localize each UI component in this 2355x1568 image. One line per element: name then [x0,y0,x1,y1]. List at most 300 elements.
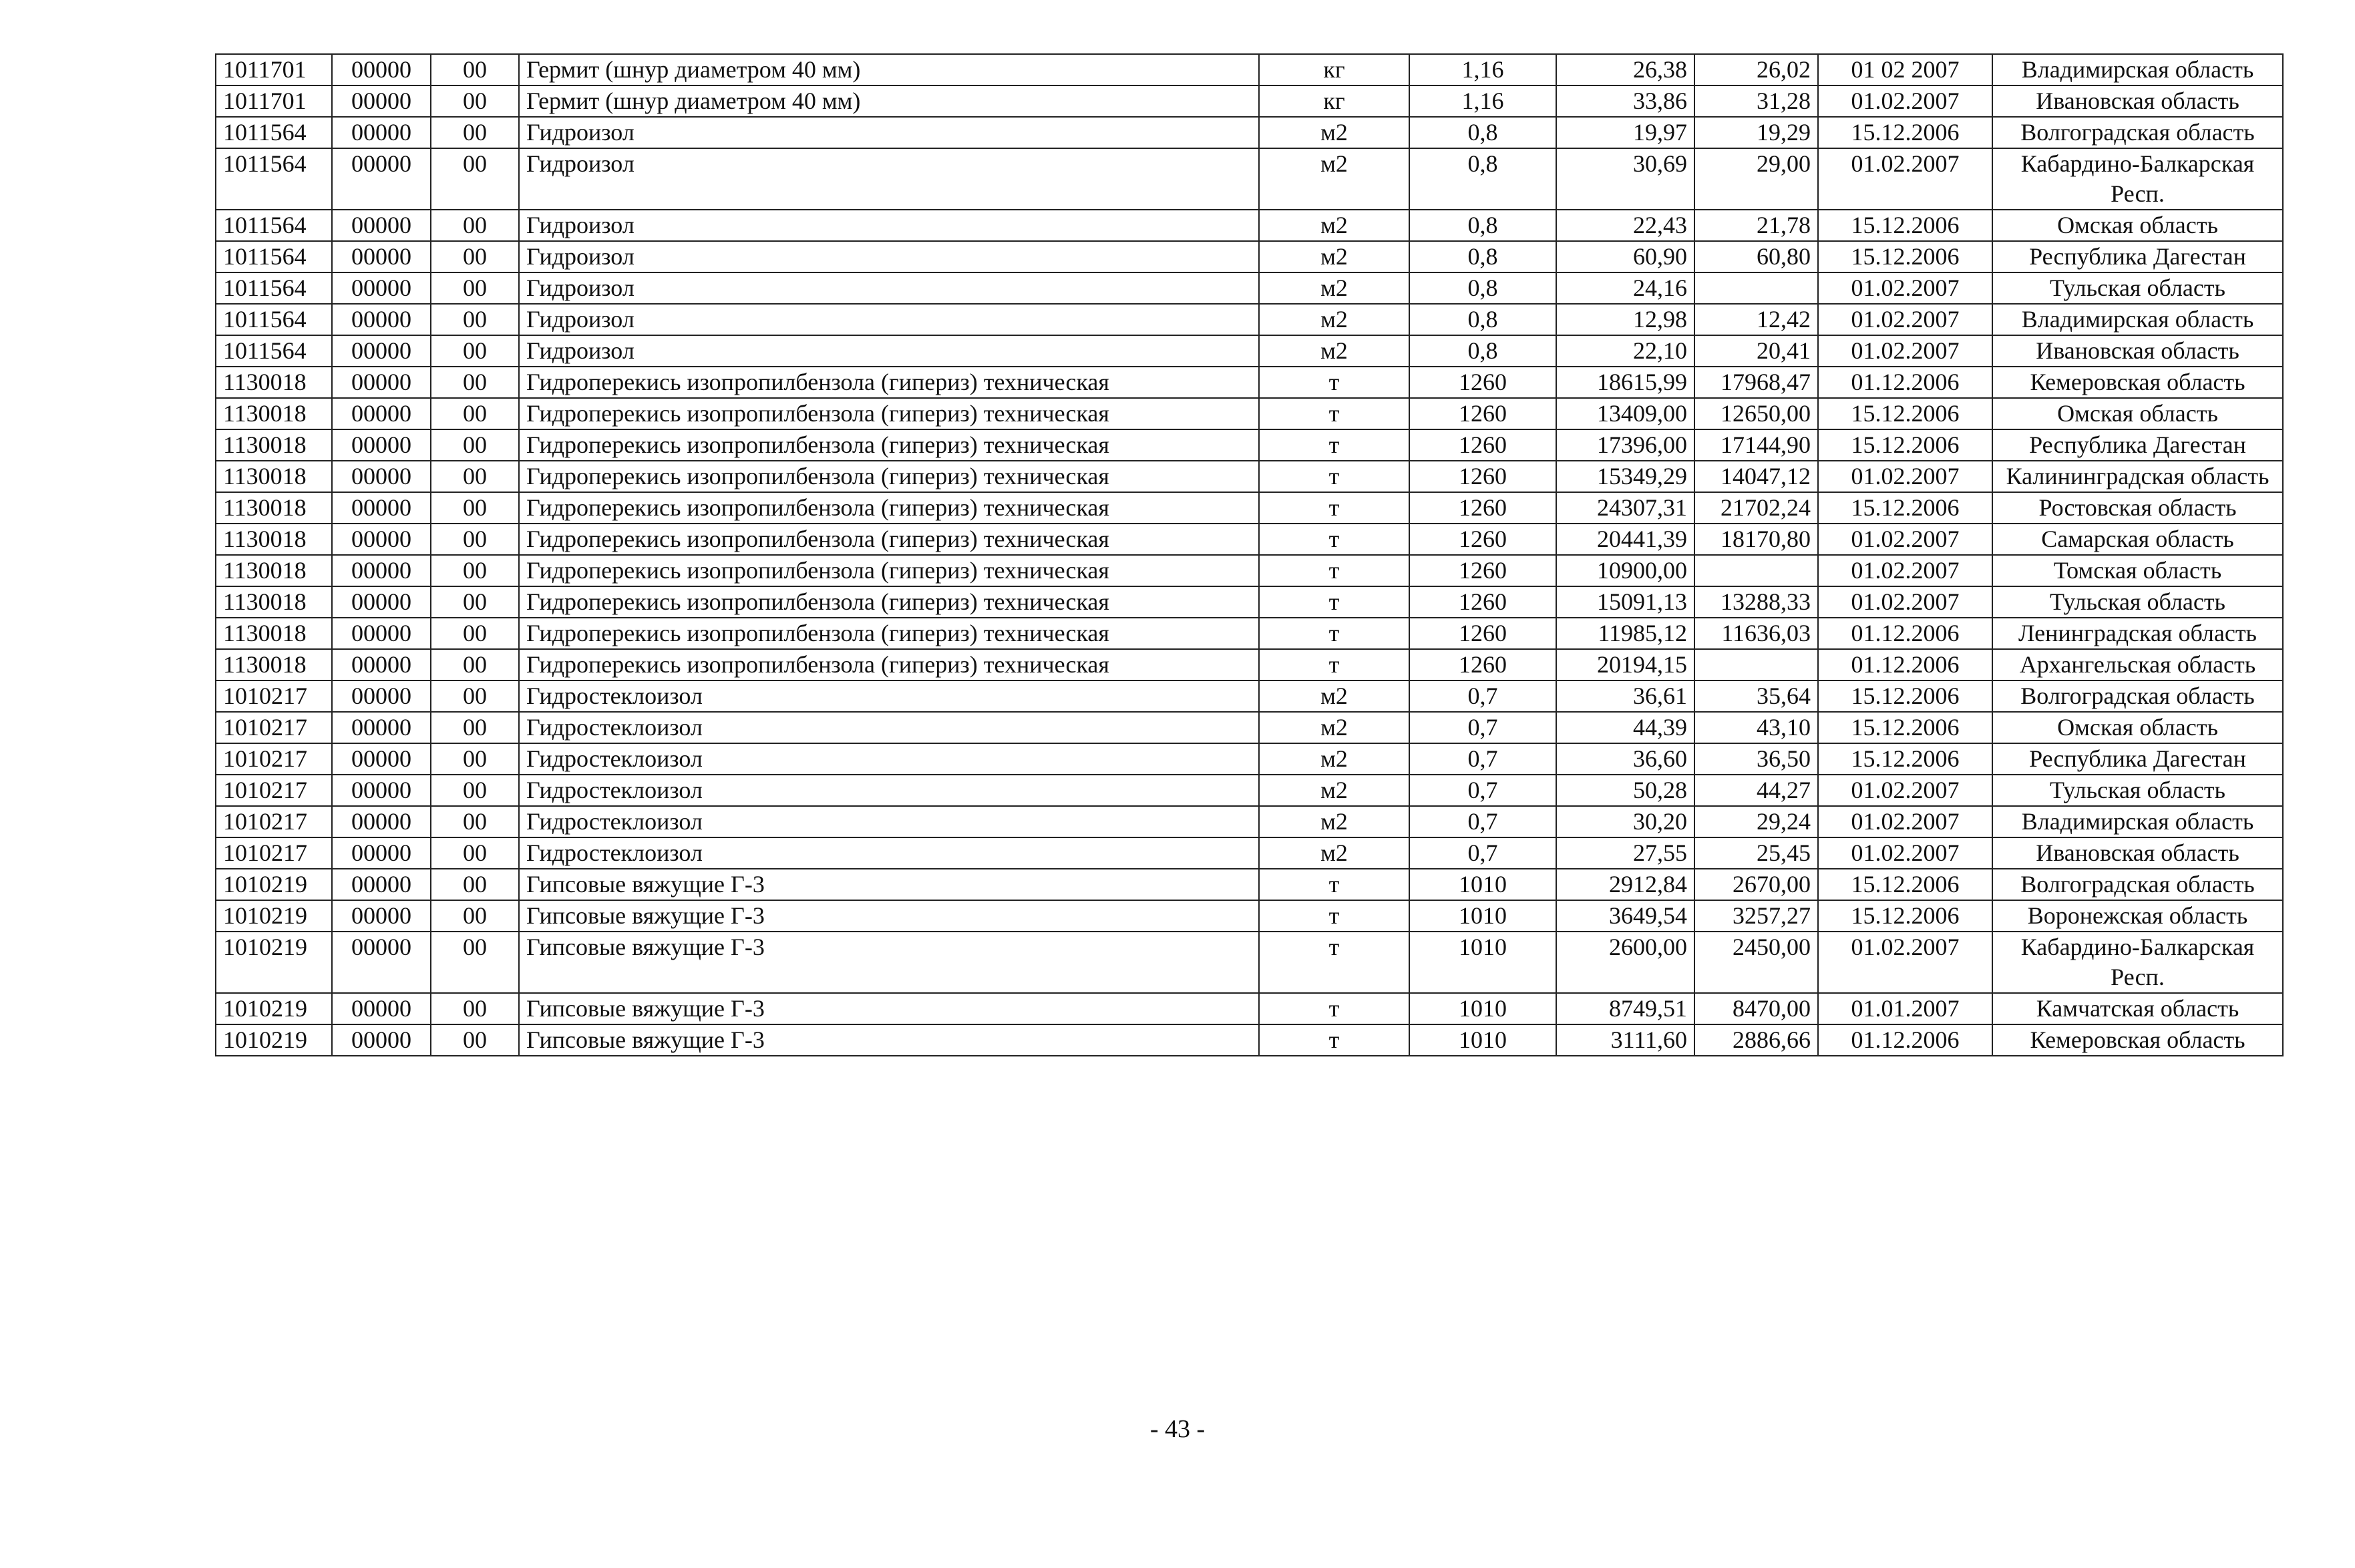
cell-price-1: 30,20 [1556,806,1694,837]
cell-region: Кемеровская область [1992,367,2283,398]
cell-price-2: 21,78 [1694,210,1818,241]
table-row [216,241,2283,272]
cell-region: Владимирская область [1992,304,2283,335]
cell-subcode: 00000 [332,775,431,806]
cell-material-name: Гидростеклоизол [519,775,1259,806]
cell-region: Республика Дагестан [1992,743,2283,775]
cell-price-2: 35,64 [1694,680,1818,712]
cell-number: 00 [431,429,519,461]
cell-code: 1011564 [216,241,332,272]
table-row [216,148,2283,210]
cell-price-2: 14047,12 [1694,461,1818,492]
cell-price-2: 19,29 [1694,117,1818,148]
cell-price-2: 31,28 [1694,85,1818,117]
cell-subcode: 00000 [332,492,431,524]
cell-price-2: 12,42 [1694,304,1818,335]
cell-subcode: 00000 [332,806,431,837]
cell-price-1: 17396,00 [1556,429,1694,461]
cell-code: 1130018 [216,398,332,429]
cell-material-name: Гидроизол [519,272,1259,304]
cell-unit: м2 [1259,241,1409,272]
cell-subcode: 00000 [332,993,431,1024]
cell-material-name: Гипсовые вяжущие Г-3 [519,869,1259,900]
cell-mass: 1260 [1409,398,1556,429]
cell-price-1: 26,38 [1556,54,1694,85]
cell-subcode: 00000 [332,900,431,932]
cell-price-2: 60,80 [1694,241,1818,272]
cell-subcode: 00000 [332,555,431,586]
cell-date: 15.12.2006 [1818,429,1992,461]
cell-code: 1010219 [216,1024,332,1056]
cell-unit: м2 [1259,272,1409,304]
table-row [216,335,2283,367]
cell-material-name: Гидростеклоизол [519,680,1259,712]
cell-mass: 1010 [1409,932,1556,993]
cell-material-name: Гидростеклоизол [519,806,1259,837]
cell-region: Волгоградская область [1992,117,2283,148]
cell-unit: т [1259,429,1409,461]
table-row [216,837,2283,869]
cell-price-1: 8749,51 [1556,993,1694,1024]
cell-region: Владимирская область [1992,54,2283,85]
table-row [216,775,2283,806]
cell-number: 00 [431,304,519,335]
cell-price-1: 10900,00 [1556,555,1694,586]
cell-subcode: 00000 [332,680,431,712]
cell-unit: т [1259,555,1409,586]
cell-price-1: 33,86 [1556,85,1694,117]
cell-number: 00 [431,210,519,241]
cell-date: 15.12.2006 [1818,210,1992,241]
cell-region: Ростовская область [1992,492,2283,524]
cell-mass: 0,8 [1409,210,1556,241]
cell-date: 15.12.2006 [1818,241,1992,272]
table-row [216,492,2283,524]
cell-number: 00 [431,775,519,806]
cell-number: 00 [431,680,519,712]
cell-mass: 0,7 [1409,837,1556,869]
cell-region: Тульская область [1992,272,2283,304]
cell-number: 00 [431,54,519,85]
cell-price-2: 3257,27 [1694,900,1818,932]
table-row [216,869,2283,900]
table-row [216,743,2283,775]
cell-date: 01.12.2006 [1818,1024,1992,1056]
cell-mass: 0,7 [1409,712,1556,743]
cell-code: 1011564 [216,335,332,367]
cell-unit: м2 [1259,680,1409,712]
cell-region: Волгоградская область [1992,680,2283,712]
cell-date: 01.02.2007 [1818,775,1992,806]
cell-material-name: Гидроизол [519,210,1259,241]
cell-region: Воронежская область [1992,900,2283,932]
cell-price-1: 18615,99 [1556,367,1694,398]
cell-unit: м2 [1259,148,1409,210]
cell-date: 01.02.2007 [1818,555,1992,586]
cell-price-1: 36,60 [1556,743,1694,775]
cell-mass: 1010 [1409,869,1556,900]
cell-subcode: 00000 [332,117,431,148]
cell-number: 00 [431,241,519,272]
cell-material-name: Гидроперекись изопропилбензола (гипериз) техническая [519,461,1259,492]
cell-code: 1010219 [216,932,332,993]
cell-code: 1010217 [216,743,332,775]
cell-date: 01.01.2007 [1818,993,1992,1024]
cell-price-2: 29,24 [1694,806,1818,837]
table-row [216,398,2283,429]
cell-date: 15.12.2006 [1818,492,1992,524]
cell-number: 00 [431,555,519,586]
cell-material-name: Гидроперекись изопропилбензола (гипериз) техническая [519,398,1259,429]
cell-material-name: Гидроперекись изопропилбензола (гипериз) техническая [519,586,1259,618]
cell-price-1: 24,16 [1556,272,1694,304]
cell-price-2: 8470,00 [1694,993,1818,1024]
cell-price-2: 36,50 [1694,743,1818,775]
cell-date: 15.12.2006 [1818,712,1992,743]
cell-price-2: 17968,47 [1694,367,1818,398]
cell-code: 1010219 [216,993,332,1024]
table-row [216,1024,2283,1056]
cell-subcode: 00000 [332,398,431,429]
table-row [216,429,2283,461]
cell-unit: м2 [1259,117,1409,148]
cell-number: 00 [431,993,519,1024]
cell-price-2: 2886,66 [1694,1024,1818,1056]
cell-unit: м2 [1259,743,1409,775]
cell-region: Омская область [1992,398,2283,429]
cell-unit: м2 [1259,712,1409,743]
table-row [216,993,2283,1024]
cell-price-1: 2600,00 [1556,932,1694,993]
cell-date: 01.02.2007 [1818,304,1992,335]
cell-price-1: 60,90 [1556,241,1694,272]
cell-date: 01.02.2007 [1818,806,1992,837]
cell-unit: т [1259,492,1409,524]
cell-code: 1130018 [216,618,332,649]
cell-code: 1010217 [216,806,332,837]
cell-mass: 1260 [1409,586,1556,618]
cell-price-2 [1694,272,1818,304]
cell-unit: м2 [1259,304,1409,335]
cell-price-2: 26,02 [1694,54,1818,85]
table-row [216,54,2283,85]
cell-number: 00 [431,743,519,775]
cell-unit: т [1259,586,1409,618]
cell-unit: т [1259,993,1409,1024]
cell-subcode: 00000 [332,618,431,649]
cell-code: 1130018 [216,367,332,398]
cell-code: 1011701 [216,85,332,117]
cell-material-name: Гидроизол [519,117,1259,148]
cell-code: 1010217 [216,712,332,743]
cell-material-name: Гидростеклоизол [519,712,1259,743]
cell-material-name: Гермит (шнур диаметром 40 мм) [519,85,1259,117]
cell-price-2: 43,10 [1694,712,1818,743]
cell-region: Тульская область [1992,586,2283,618]
cell-code: 1130018 [216,524,332,555]
cell-material-name: Гидроизол [519,304,1259,335]
table-row [216,680,2283,712]
cell-material-name: Гидроперекись изопропилбензола (гипериз) техническая [519,618,1259,649]
cell-number: 00 [431,932,519,993]
cell-price-2: 13288,33 [1694,586,1818,618]
cell-mass: 0,7 [1409,775,1556,806]
cell-code: 1130018 [216,461,332,492]
cell-date: 15.12.2006 [1818,743,1992,775]
cell-material-name: Гипсовые вяжущие Г-3 [519,993,1259,1024]
cell-unit: т [1259,461,1409,492]
cell-region: Архангельская область [1992,649,2283,680]
cell-subcode: 00000 [332,524,431,555]
cell-subcode: 00000 [332,54,431,85]
cell-price-1: 20194,15 [1556,649,1694,680]
table-row [216,304,2283,335]
cell-number: 00 [431,85,519,117]
cell-unit: кг [1259,85,1409,117]
cell-mass: 0,7 [1409,743,1556,775]
cell-price-2: 2670,00 [1694,869,1818,900]
cell-number: 00 [431,148,519,210]
cell-mass: 0,8 [1409,335,1556,367]
table-row [216,461,2283,492]
cell-date: 01.12.2006 [1818,649,1992,680]
cell-region: Томская область [1992,555,2283,586]
cell-material-name: Гипсовые вяжущие Г-3 [519,932,1259,993]
cell-unit: кг [1259,54,1409,85]
table-row [216,367,2283,398]
cell-date: 15.12.2006 [1818,900,1992,932]
cell-subcode: 00000 [332,461,431,492]
cell-number: 00 [431,806,519,837]
table-row [216,618,2283,649]
cell-region: Омская область [1992,712,2283,743]
cell-mass: 1260 [1409,367,1556,398]
cell-unit: м2 [1259,806,1409,837]
cell-region: Кабардино-Балкарская Респ. [1992,932,2283,993]
cell-subcode: 00000 [332,429,431,461]
cell-mass: 1260 [1409,524,1556,555]
cell-unit: т [1259,932,1409,993]
cell-code: 1130018 [216,649,332,680]
cell-price-2: 11636,03 [1694,618,1818,649]
cell-price-2: 25,45 [1694,837,1818,869]
cell-subcode: 00000 [332,869,431,900]
cell-price-1: 12,98 [1556,304,1694,335]
cell-code: 1010219 [216,900,332,932]
cell-number: 00 [431,1024,519,1056]
cell-mass: 0,8 [1409,241,1556,272]
cell-unit: м2 [1259,837,1409,869]
cell-price-1: 15349,29 [1556,461,1694,492]
cell-price-1: 30,69 [1556,148,1694,210]
cell-mass: 0,8 [1409,117,1556,148]
cell-price-1: 3111,60 [1556,1024,1694,1056]
cell-date: 01 02 2007 [1818,54,1992,85]
cell-date: 01.02.2007 [1818,524,1992,555]
price-table [215,53,2284,1056]
cell-subcode: 00000 [332,837,431,869]
cell-region: Волгоградская область [1992,869,2283,900]
cell-number: 00 [431,117,519,148]
cell-code: 1010219 [216,869,332,900]
cell-price-2 [1694,555,1818,586]
cell-price-1: 36,61 [1556,680,1694,712]
cell-unit: м2 [1259,335,1409,367]
cell-mass: 1010 [1409,1024,1556,1056]
cell-material-name: Гидроизол [519,148,1259,210]
cell-number: 00 [431,900,519,932]
cell-material-name: Гипсовые вяжущие Г-3 [519,900,1259,932]
cell-date: 01.02.2007 [1818,837,1992,869]
cell-material-name: Гидроперекись изопропилбензола (гипериз) техническая [519,555,1259,586]
cell-date: 15.12.2006 [1818,398,1992,429]
cell-code: 1010217 [216,837,332,869]
cell-code: 1010217 [216,775,332,806]
cell-subcode: 00000 [332,743,431,775]
cell-code: 1011564 [216,304,332,335]
cell-date: 01.02.2007 [1818,272,1992,304]
table-row [216,586,2283,618]
cell-region: Республика Дагестан [1992,241,2283,272]
cell-code: 1010217 [216,680,332,712]
cell-number: 00 [431,398,519,429]
cell-price-1: 2912,84 [1556,869,1694,900]
table-row [216,900,2283,932]
table-row [216,649,2283,680]
cell-mass: 1260 [1409,618,1556,649]
cell-subcode: 00000 [332,712,431,743]
cell-material-name: Гипсовые вяжущие Г-3 [519,1024,1259,1056]
cell-region: Ивановская область [1992,335,2283,367]
cell-number: 00 [431,461,519,492]
cell-number: 00 [431,367,519,398]
cell-price-2: 2450,00 [1694,932,1818,993]
cell-date: 01.02.2007 [1818,461,1992,492]
cell-unit: т [1259,398,1409,429]
cell-date: 01.02.2007 [1818,148,1992,210]
cell-number: 00 [431,524,519,555]
cell-material-name: Гидроизол [519,335,1259,367]
cell-date: 01.02.2007 [1818,335,1992,367]
cell-subcode: 00000 [332,335,431,367]
cell-mass: 0,8 [1409,272,1556,304]
table-row [216,806,2283,837]
table-body [216,54,2283,1056]
cell-date: 01.02.2007 [1818,586,1992,618]
cell-price-1: 44,39 [1556,712,1694,743]
cell-material-name: Гидростеклоизол [519,837,1259,869]
cell-number: 00 [431,869,519,900]
cell-mass: 1260 [1409,492,1556,524]
cell-subcode: 00000 [332,241,431,272]
cell-region: Ивановская область [1992,837,2283,869]
cell-mass: 1010 [1409,993,1556,1024]
cell-number: 00 [431,649,519,680]
cell-subcode: 00000 [332,1024,431,1056]
cell-subcode: 00000 [332,148,431,210]
cell-number: 00 [431,586,519,618]
cell-unit: т [1259,524,1409,555]
cell-subcode: 00000 [332,210,431,241]
cell-code: 1011564 [216,117,332,148]
cell-code: 1011564 [216,210,332,241]
cell-date: 15.12.2006 [1818,117,1992,148]
cell-material-name: Гидростеклоизол [519,743,1259,775]
cell-mass: 0,8 [1409,304,1556,335]
cell-region: Кабардино-Балкарская Респ. [1992,148,2283,210]
cell-unit: т [1259,649,1409,680]
cell-subcode: 00000 [332,85,431,117]
cell-material-name: Гидроперекись изопропилбензола (гипериз) техническая [519,524,1259,555]
cell-unit: т [1259,900,1409,932]
cell-date: 01.12.2006 [1818,618,1992,649]
cell-code: 1130018 [216,492,332,524]
cell-price-1: 24307,31 [1556,492,1694,524]
table-row [216,932,2283,993]
table-row [216,524,2283,555]
cell-subcode: 00000 [332,932,431,993]
cell-material-name: Гидроперекись изопропилбензола (гипериз) техническая [519,367,1259,398]
table-row [216,555,2283,586]
cell-price-1: 19,97 [1556,117,1694,148]
cell-date: 01.02.2007 [1818,932,1992,993]
cell-unit: м2 [1259,210,1409,241]
cell-subcode: 00000 [332,272,431,304]
cell-region: Республика Дагестан [1992,429,2283,461]
cell-region: Тульская область [1992,775,2283,806]
cell-date: 15.12.2006 [1818,680,1992,712]
cell-mass: 1260 [1409,429,1556,461]
cell-subcode: 00000 [332,304,431,335]
cell-region: Омская область [1992,210,2283,241]
cell-mass: 1260 [1409,555,1556,586]
cell-mass: 1010 [1409,900,1556,932]
cell-number: 00 [431,837,519,869]
cell-code: 1130018 [216,555,332,586]
table-row [216,85,2283,117]
cell-material-name: Гидроизол [519,241,1259,272]
cell-code: 1130018 [216,429,332,461]
cell-price-2: 29,00 [1694,148,1818,210]
cell-region: Кемеровская область [1992,1024,2283,1056]
cell-date: 01.02.2007 [1818,85,1992,117]
cell-price-1: 15091,13 [1556,586,1694,618]
cell-number: 00 [431,492,519,524]
cell-number: 00 [431,712,519,743]
cell-price-1: 22,10 [1556,335,1694,367]
cell-date: 01.12.2006 [1818,367,1992,398]
cell-code: 1011564 [216,148,332,210]
cell-price-2: 21702,24 [1694,492,1818,524]
cell-region: Калининградская область [1992,461,2283,492]
cell-price-1: 20441,39 [1556,524,1694,555]
cell-subcode: 00000 [332,649,431,680]
cell-unit: т [1259,618,1409,649]
cell-material-name: Гермит (шнур диаметром 40 мм) [519,54,1259,85]
cell-date: 15.12.2006 [1818,869,1992,900]
cell-region: Владимирская область [1992,806,2283,837]
cell-mass: 1,16 [1409,54,1556,85]
cell-region: Самарская область [1992,524,2283,555]
cell-price-2: 44,27 [1694,775,1818,806]
cell-price-2: 12650,00 [1694,398,1818,429]
cell-price-1: 3649,54 [1556,900,1694,932]
cell-material-name: Гидроперекись изопропилбензола (гипериз) техническая [519,492,1259,524]
cell-price-1: 13409,00 [1556,398,1694,429]
cell-subcode: 00000 [332,586,431,618]
cell-mass: 1260 [1409,461,1556,492]
cell-price-1: 22,43 [1556,210,1694,241]
